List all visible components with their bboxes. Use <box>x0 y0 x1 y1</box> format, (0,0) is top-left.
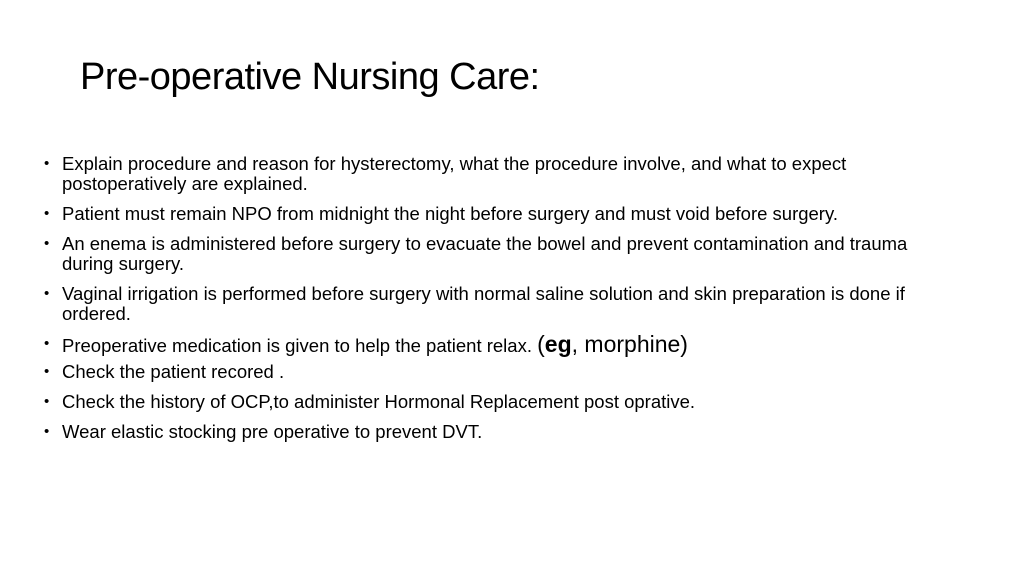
bullet-list <box>44 154 944 452</box>
bullet-item <box>44 154 944 194</box>
slide-title: Pre-operative Nursing Care: <box>80 56 540 98</box>
bullet-text: Vaginal irrigation is performed before surgery with normal saline solution and skin preparation is done if ordered. <box>62 283 905 324</box>
bullet-item <box>44 234 944 274</box>
bullet-text: Patient must remain NPO from midnight the night before surgery and must void before surgery. <box>62 203 838 224</box>
example-paren-open: ( <box>537 331 545 357</box>
bullet-dot: • <box>44 205 50 222</box>
bullet-dot: • <box>44 393 50 410</box>
bullet-dot: • <box>44 335 50 352</box>
bullet-text: Wear elastic stocking pre operative to prevent DVT. <box>62 421 483 442</box>
bullet-dot: • <box>44 155 50 172</box>
bullet-item <box>44 422 944 442</box>
bullet-dot: • <box>44 285 50 302</box>
bullet-item <box>44 330 944 360</box>
bullet-text: Preoperative medication is given to help the patient relax. <box>62 335 532 356</box>
bullet-item <box>44 392 944 412</box>
bullet-item <box>44 362 944 382</box>
bullet-item <box>44 284 944 324</box>
bullet-text: Check the history of OCP,to administer Hormonal Replacement post oprative. <box>62 391 696 412</box>
bullet-dot: • <box>44 235 50 252</box>
example-eg: eg <box>544 331 572 357</box>
bullet-text: Explain procedure and reason for hysterectomy, what the procedure involve, and what to expect postoperatively are explained. <box>62 153 847 194</box>
bullet-text: Check the patient recored . <box>62 361 285 382</box>
bullet-item <box>44 204 944 224</box>
bullet-dot: • <box>44 423 50 440</box>
bullet-dot: • <box>44 363 50 380</box>
example-rest: , morphine) <box>571 331 688 357</box>
bullet-text: An enema is administered before surgery to evacuate the bowel and prevent contamination and trauma during surgery. <box>62 233 908 274</box>
